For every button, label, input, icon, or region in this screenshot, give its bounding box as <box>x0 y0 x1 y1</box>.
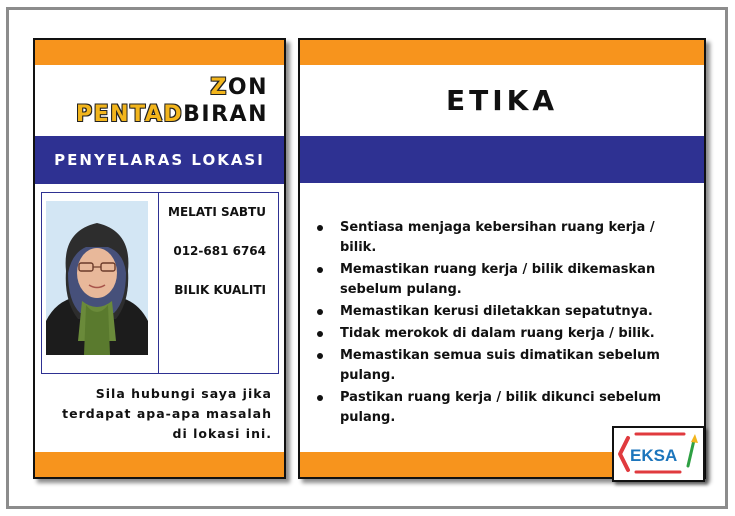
list-item: Pastikan ruang kerja / bilik dikunci sebelum pulang. <box>314 388 694 428</box>
role-label: PENYELARAS LOKASI <box>54 151 265 169</box>
bullet-icon <box>317 267 323 273</box>
zone-title <box>76 74 268 128</box>
contact-name: MELATI SABTU <box>168 205 266 219</box>
zone-subtitle-rest: BIRAN <box>183 102 268 127</box>
bullet-icon <box>317 331 323 337</box>
contact-message <box>45 384 272 444</box>
bullet-icon <box>317 309 323 315</box>
zone-subtitle-highlight: PENTAD <box>76 102 184 127</box>
message-line: Sila hubungi saya jika <box>95 386 272 401</box>
coordinator-photo <box>46 201 148 355</box>
bullet-icon <box>317 353 323 359</box>
eksa-logo-icon <box>614 428 703 480</box>
list-item: Memastikan ruang kerja / bilik dikemaskan sebelum pulang. <box>314 260 694 300</box>
eksa-logo <box>612 426 705 482</box>
top-orange-bar <box>300 40 704 65</box>
list-item: Sentiasa menjaga kebersihan ruang kerja / bilik. <box>314 218 694 258</box>
list-item: Memastikan kerusi diletakkan sepatutnya. <box>314 302 694 322</box>
contact-box <box>41 192 279 374</box>
contact-divider <box>158 193 159 373</box>
top-orange-bar <box>35 40 284 65</box>
ethics-card <box>298 38 706 479</box>
bottom-orange-bar <box>35 452 284 477</box>
svg-text:EKSA: EKSA <box>630 446 678 465</box>
contact-phone: 012-681 6764 <box>173 244 266 258</box>
ethics-title: ETIKA <box>445 84 558 117</box>
ethics-banner <box>300 136 704 183</box>
contact-room: BILIK KUALITI <box>174 283 266 297</box>
list-item: Tidak merokok di dalam ruang kerja / bilik. <box>314 324 694 344</box>
ethics-rules-list <box>314 218 694 430</box>
message-line: terdapat apa-apa masalah <box>62 406 272 421</box>
bullet-icon <box>317 225 323 231</box>
bullet-icon <box>317 395 323 401</box>
list-item: Memastikan semua suis dimatikan sebelum pulang. <box>314 346 694 386</box>
zone-title-highlight: Z <box>210 75 228 100</box>
coordinator-card <box>33 38 286 479</box>
zone-title-rest: ON <box>227 75 268 100</box>
message-line: di lokasi ini. <box>172 426 272 441</box>
